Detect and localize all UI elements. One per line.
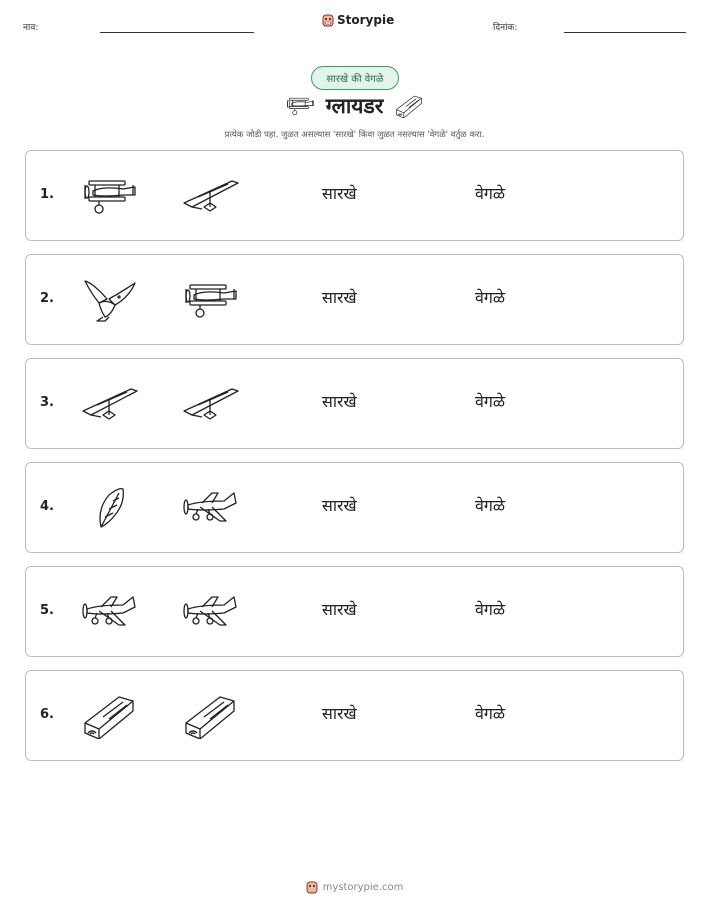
date-label: दिनांक: <box>493 23 518 33</box>
eagle-icon <box>79 277 139 323</box>
hang-glider-icon <box>180 381 240 427</box>
question-row <box>25 670 684 761</box>
feather-icon <box>79 485 139 531</box>
page-title: ग्लायडर <box>325 94 384 118</box>
hang-glider-icon <box>79 381 139 427</box>
logo-text: Storypie <box>337 13 395 27</box>
option-same[interactable]: सारखे <box>322 600 357 619</box>
option-same[interactable]: सारखे <box>322 288 357 307</box>
biplane-icon <box>79 173 139 219</box>
biplane-icon <box>284 94 316 118</box>
question-row <box>25 566 684 657</box>
question-number: 2. <box>40 291 54 306</box>
question-number: 4. <box>40 499 54 514</box>
option-different[interactable]: वेगळे <box>475 288 506 307</box>
date-field[interactable] <box>564 32 686 33</box>
hang-glider-icon <box>180 173 240 219</box>
storypie-mascot-icon <box>306 880 318 894</box>
option-same[interactable]: सारखे <box>322 496 357 515</box>
name-label: नाव: <box>23 23 39 33</box>
propeller-plane-icon <box>180 589 240 635</box>
option-different[interactable]: वेगळे <box>475 392 506 411</box>
option-same[interactable]: सारखे <box>322 392 357 411</box>
footer-url[interactable]: mystorypie.com <box>322 881 404 893</box>
question-row <box>25 358 684 449</box>
option-same[interactable]: सारखे <box>322 184 357 203</box>
question-row <box>25 254 684 345</box>
storypie-mascot-icon <box>322 13 334 27</box>
footer <box>0 880 709 894</box>
question-row <box>25 462 684 553</box>
question-number: 6. <box>40 707 54 722</box>
option-different[interactable]: वेगळे <box>475 184 506 203</box>
option-different[interactable]: वेगळे <box>475 496 506 515</box>
instructions: प्रत्येक जोडी पहा. जुळत असल्यास 'सारखे' किंवा जुळत नसल्यास 'वेगळे' वर्तुळ करा. <box>224 130 485 140</box>
question-row <box>25 150 684 241</box>
biplane-icon <box>180 277 240 323</box>
option-same[interactable]: सारखे <box>322 704 357 723</box>
propeller-plane-icon <box>180 485 240 531</box>
question-number: 5. <box>40 603 54 618</box>
wood-plank-icon <box>180 693 240 739</box>
wood-plank-icon <box>393 94 425 118</box>
question-number: 1. <box>40 187 54 202</box>
option-different[interactable]: वेगळे <box>475 600 506 619</box>
storypie-logo <box>322 13 394 27</box>
wood-plank-icon <box>79 693 139 739</box>
name-field[interactable] <box>100 32 254 33</box>
question-number: 3. <box>40 395 54 410</box>
propeller-plane-icon <box>79 589 139 635</box>
worksheet-type-badge: सारखे की वेगळे <box>311 66 399 90</box>
option-different[interactable]: वेगळे <box>475 704 506 723</box>
title-row <box>0 92 709 120</box>
